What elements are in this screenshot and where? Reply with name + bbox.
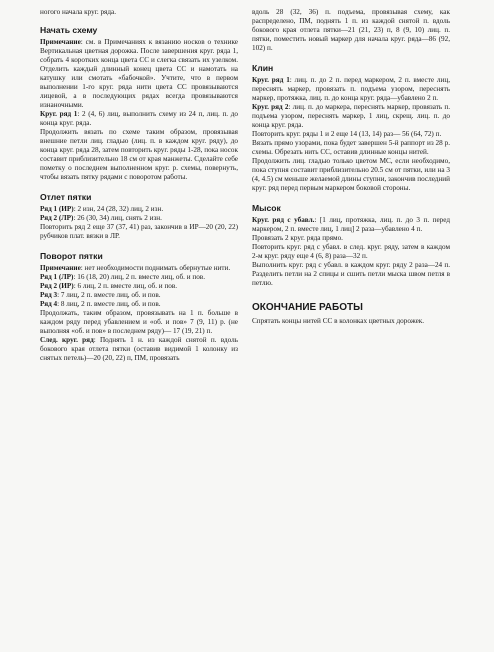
gusset-round2 <box>252 103 450 130</box>
heelturn-next-label: След. круг. ряд <box>40 336 94 344</box>
round1-text: : 2 (4, 6) лиц, выполнить схему из 24 п, лиц. п. до конца круг. ряда. <box>40 110 238 127</box>
gusset-stockinette: Продолжить лиц. гладью только цветом МС, если необходимо, пока ступня составит приблизительно 20.5 см от пятки, или на 3 (4, 4.5) см меньше желаемой длины ступни, закончив последний круг. ряд перед первым маркером боковой стороны. <box>252 157 450 192</box>
gusset-repeat: Повторить круг. ряды 1 и 2 еще 14 (13, 14) раз— 56 (64, 72) п. <box>252 130 442 138</box>
left-column <box>40 8 238 646</box>
gusset-round1-label: Круг. ряд 1 <box>252 76 290 84</box>
heelturn-row1-label: Ряд 1 (ЛР) <box>40 273 74 281</box>
gusset-round1-text: : лиц. п. до 2 п. перед маркером, 2 п. вместе лиц, переснять маркер, провязать п. подъема узором, переснять маркер, протяжка, лиц. п. до конца круг. ряда—убавлено 2 п. <box>252 76 451 102</box>
continued-paragraph: вдоль 28 (32, 36) п. подъема, провязывая схему, как распределено, ПМ, поднять 1 п. из каждой снятой п. вдоль бокового края отлета пятки—21 (21, 23) п, 8 (9, 10) лиц. п. пятки, поместить новый маркер для начала круг. ряда—86 (92, 102) п. <box>252 8 450 52</box>
heelturn-row4 <box>40 300 238 309</box>
heelturn-next-round <box>40 336 238 363</box>
intro-line: ногого начала круг. ряда. <box>40 8 117 16</box>
heelflap-repeat: Повторить ряд 2 еще 37 (37, 41) раз, закончив в ИР—20 (20, 22) рубчиков плат. вязки в ЛР. <box>40 223 238 240</box>
heelflap-row2-label: Ряд 2 (ЛР) <box>40 214 74 222</box>
gusset-round2-label: Круг. ряд 2 <box>252 103 289 111</box>
heelflap-row2 <box>40 214 238 223</box>
heading-heel-flap: Отлет пятки <box>40 192 92 202</box>
heelturn-row3-label: Ряд 3 <box>40 291 58 299</box>
heelflap-row1 <box>40 205 238 214</box>
heelturn-note-text: : нет необходимости поднимать обернутые нити. <box>80 264 231 272</box>
heelflap-row1-label: Ряд 1 (ИР) <box>40 205 74 213</box>
gusset-straight: Вязать прямо узорами, пока будет завершен 5-й раппорт из 28 р. схемы. Обрезать нить СС, оставив длинные концы нитей. <box>252 139 450 156</box>
note-text: : см. в Примечаниях к вязанию носков о технике Вертикальная цветная дорожка. После завершения круг. ряда 1, собрать 4 коротких конца цвета СС и слегка связать их узелком. Отделить каждый длинный конец цвета СС и намотать на катушку или смотать «бабочкой». Учтите, что в первом выполнении 1-го круг. ряда нити цвета СС провязываются лицевой, а в последующих рядах всегда провязываются изнаночными. <box>40 38 238 109</box>
heelturn-row3-text: : 7 лиц, 2 п. вместе лиц, об. и пов. <box>57 291 161 299</box>
round1-label: Круг. ряд 1 <box>40 110 78 118</box>
heelflap-row2-text: : 26 (30, 34) лиц, снять 2 изн. <box>73 214 162 222</box>
round1-paragraph <box>40 110 238 128</box>
heading-gusset: Клин <box>252 63 274 73</box>
heelturn-row1 <box>40 273 238 282</box>
heelturn-next-text: : Поднять 1 н. из каждой снятой п. вдоль бокового края отлета пятки (оставив видимой 1 колонку из снятых петель)—20 (20, 22) п, ПМ, провязать <box>40 336 238 362</box>
heelturn-row1-text: : 16 (18, 20) лиц, 2 п. вместе лиц, об. и пов. <box>73 273 205 281</box>
heelturn-row4-label: Ряд 4 <box>40 300 58 308</box>
toe-finish: Выполнить круг. ряд с убавл. в каждом круг. ряду 2 раза—24 п. Разделить петли на 2 спицы и сшить петли мыска швом петля в петлю. <box>252 261 450 287</box>
heelturn-note <box>40 264 238 273</box>
heelflap-row1-text: : 2 изн, 24 (28, 32) лиц, 2 изн. <box>73 205 164 213</box>
heelturn-row4-text: : 8 лиц, 2 п. вместе лиц, об. и пов. <box>57 300 161 308</box>
heading-heel-turn: Поворот пятки <box>40 251 103 261</box>
heelturn-continue: Продолжать, таким образом, провязывать на 1 п. больше в каждом ряду перед убавлением и «об. и пов» 7 (9, 11) р. (не выполняя «об. и пов» в последнем ряду)— 17 (19, 21) п. <box>40 309 238 335</box>
heelturn-row3 <box>40 291 238 300</box>
heelturn-row2 <box>40 282 238 291</box>
toe-decrease-round <box>252 216 450 234</box>
toe-repeat: Повторить круг. ряд с убавл. в след. круг. ряду, затем в каждом 2-м круг. ряду еще 4 (6, 8) раза—32 п. <box>252 243 450 260</box>
note-paragraph <box>40 38 238 110</box>
heelturn-note-label: Примечание <box>40 264 81 272</box>
gusset-round1 <box>252 76 450 103</box>
heading-start-chart: Начать схему <box>40 25 98 35</box>
finishing-paragraph: Спрятать концы нитей СС в колонках цветных дорожек. <box>252 317 425 325</box>
heelturn-row2-label: Ряд 2 (ИР) <box>40 282 74 290</box>
continue-paragraph: Продолжить вязать по схеме таким образом, провязывая внешние петли лиц. гладью (лиц. п. в каждом круг. ряду), до конца круг. ряда 28, затем повторить круг. ряды 1-28, пока носок составит приблизительно 18 см от края манжеты. Сделайте себе пометку о последнем выполненном круг. р. схемы, повернуть, чтобы вязать пятку рядами с поворотом работы. <box>40 128 238 181</box>
right-column <box>252 8 450 646</box>
toe-decrease-label: Круг. ряд с убавл. <box>252 216 315 224</box>
note-label: Примечание <box>40 38 81 46</box>
toe-decrease-text: : [1 лиц, протяжка, лиц. п. до 3 п. перед маркером, 2 п. вместе лиц, 1 лиц] 2 раза—убавлено 4 п. <box>252 216 450 233</box>
gusset-round2-text: : лиц. п. до маркера, переснять маркер, провязать п. подъема узором, переснять маркер, 1 лиц, скрещ. лиц. п. до конца круг. ряда. <box>252 103 450 129</box>
heading-finishing: ОКОНЧАНИЕ РАБОТЫ <box>252 302 363 313</box>
toe-plain: Провязать 2 круг. ряда прямо. <box>252 234 343 242</box>
heelturn-row2-text: : 6 лиц, 2 п. вместе лиц, об. и пов. <box>73 282 178 290</box>
heading-toe: Мысок <box>252 203 281 213</box>
